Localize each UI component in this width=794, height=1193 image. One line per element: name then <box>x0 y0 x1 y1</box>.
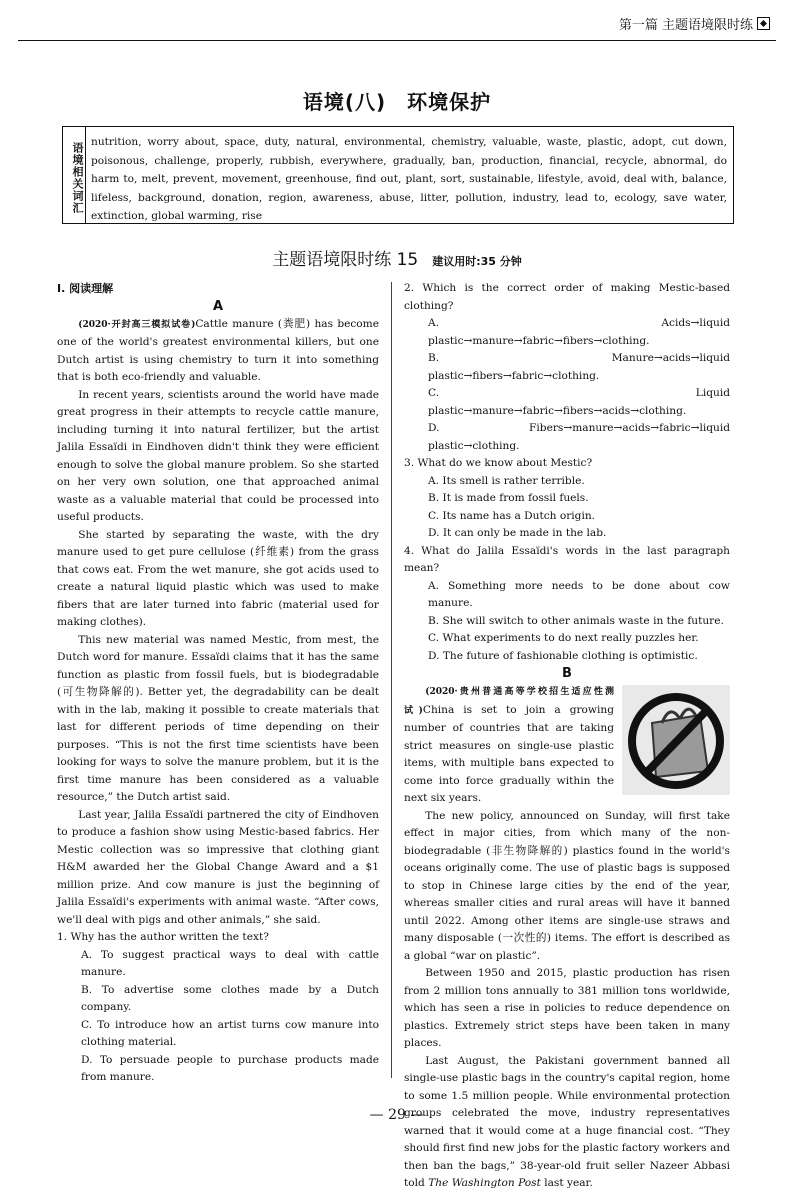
passage-a-paragraph-2: In recent years, scientists around the world have made great progress in their attempts to recycle cattle manure, including turning it into natural fertilizer, but the artist Jalila Essaïdi in Eindhoven didn't think they were efficient enough to solve the global manure problem. So she started on her very own solution, one that approached animal waste as a valuable material that could be processed into useful products. <box>57 388 379 523</box>
header-label <box>619 14 770 33</box>
question-3-option-c: C. Its name has a Dutch origin. <box>428 509 596 522</box>
question-2-option-b: B. Manure→acids→liquid plastic→fibers→fabric→clothing. <box>428 352 730 382</box>
part-heading: Ⅰ. 阅读理解 <box>57 282 114 295</box>
question-1-option-a: A. To suggest practical ways to deal with cattle manure. <box>81 948 379 978</box>
section-heading: 主题语境限时练 15 <box>272 250 419 270</box>
question-4-option-b: B. She will switch to other animals waste in the future. <box>428 614 724 627</box>
right-column <box>404 280 730 1193</box>
question-1-option-b: B. To advertise some clothes made by a Dutch company. <box>81 983 379 1013</box>
question-2-option-d: D. Fibers→manure→acids→fabric→liquid plastic→clothing. <box>428 422 730 452</box>
header-rule <box>18 40 776 41</box>
passage-a-paragraph-3: She started by separating the waste, with the dry manure used to get pure cellulose (纤维素) from the grass that cows eat. From the wet manure, she got acids used to create a natural liquid plastic which was used to make fibers that are later turned into fabric (material used for making clothes). <box>57 528 379 628</box>
passage-b-source: (2020·贵州普通高等学校招生适应性测试) <box>404 687 614 716</box>
page-number: — 29 — <box>369 1107 425 1123</box>
passage-b-paragraph-2: The new policy, announced on Sunday, will first take effect in major cities, from which many of the non-biodegradable (非生物降解的) plastics found in the world's oceans originally come. The use of plastic bags is supposed to stop in Chinese large cities by the end of the year, whereas smaller cities and rural areas will have it banned until 2022. Among other items are single-use straws and many disposable (一次性的) items. The effort is described as a global “war on plastic”. <box>404 809 730 962</box>
question-2-option-a: A. Acids→liquid plastic→manure→fabric→fibers→clothing. <box>428 317 730 347</box>
header-text: 第一篇 主题语境限时练 <box>618 18 753 33</box>
passage-b-paragraph-3: Between 1950 and 2015, plastic production has risen from 2 million tons annually to 381 million tons worldwide, which has seen a rise in policies to reduce dependence on plastics. Extremely strict steps have been taken in many places. <box>404 967 730 1049</box>
no-plastic-bag-icon <box>622 685 730 795</box>
passage-b-heading: B <box>562 666 572 681</box>
question-2: 2. Which is the correct order of making Mestic-based clothing? <box>404 282 730 312</box>
question-4: 4. What do Jalila Essaïdi's words in the last paragraph mean? <box>404 544 730 574</box>
passage-a-source: (2020·开封高三模拟试卷) <box>78 319 196 330</box>
left-column <box>57 280 379 1087</box>
square-icon <box>757 17 770 30</box>
vocab-label: 语境相关词汇 <box>63 127 86 223</box>
question-3: 3. What do we know about Mestic? <box>404 457 593 469</box>
question-3-option-d: D. It can only be made in the lab. <box>428 527 607 539</box>
passage-b-paragraph-4: Last August, the Pakistani government banned all single-use plastic bags in the country's capital region, home to some 1.5 million people. While environmental protection groups celebrated the move, industry representatives warned that it would come at a huge financial cost. “They should first find new jobs for the plastic factory workers and then ban the bags,” 38-year-old fruit seller Nazeer Abbasi told The Washington Post last year. <box>404 1054 730 1189</box>
passage-a-paragraph-4: This new material was named Mestic, from mest, the Dutch word for manure. Essaïdi claims that it has the same function as plastic from fossil fuels, but is biodegradable (可生物降解的). Better yet, the degradability can be dealt with in the lab, making it possible to create materials that last for different periods of time depending on their purposes. “This is not the first time scientists have been looking for ways to solve the manure problem, but it is the first time manure has been considered as a valuable resource,” the Dutch artist said. <box>57 633 379 803</box>
question-1-option-c: C. To introduce how an artist turns cow manure into clothing material. <box>81 1018 379 1048</box>
time-suggestion: 建议用时:35 分钟 <box>432 255 522 268</box>
section-title <box>0 245 794 270</box>
newspaper-name: The Washington Post <box>428 1177 541 1189</box>
question-3-option-b: B. It is made from fossil fuels. <box>428 492 589 504</box>
passage-b-paragraph-1: (2020·贵州普通高等学校招生适应性测试)China is set to join a growing number of countries that are taking strict measures on single-use plastic items, with multiple bans expected to come into force gradually within the next six years. <box>404 687 614 804</box>
question-3-option-a: A. Its smell is rather terrible. <box>428 474 585 487</box>
question-4-option-a: A. Something more needs to be done about cow manure. <box>428 579 730 609</box>
vocab-box <box>62 126 734 224</box>
question-1: 1. Why has the author written the text? <box>57 931 269 943</box>
page-title: 语境(八) 环境保护 <box>302 90 492 114</box>
question-4-option-c: C. What experiments to do next really puzzles her. <box>428 632 699 644</box>
vocab-text: nutrition, worry about, space, duty, natural, environmental, chemistry, valuable, waste, plastic, adopt, cut down, poisonous, challenge, properly, rubbish, everywhere, gradually, ban, production, financial, recycle, abnormal, do harm to, melt, prevent, movement, greenhouse, find out, plant, sort, sustainable, lifestyle, avoid, deal with, balance, lifeless, background, donation, region, awareness, abuse, litter, pollution, industry, lead to, ecology, save water, extinction, global warming, rise <box>91 136 727 223</box>
passage-a-paragraph-1: (2020·开封高三模拟试卷)Cattle manure (粪肥) has become one of the world's greatest environmental killers, but one Dutch artist is using chemistry to turn it into something that is both eco-friendly and valuable. <box>57 317 379 383</box>
page-header <box>0 0 794 44</box>
question-1-option-d: D. To persuade people to purchase products made from manure. <box>81 1053 379 1083</box>
question-2-option-c: C. Liquid plastic→manure→fabric→fibers→acids→clothing. <box>428 387 730 417</box>
question-4-option-d: D. The future of fashionable clothing is optimistic. <box>428 649 698 662</box>
passage-a-heading: A <box>212 298 224 314</box>
column-divider <box>391 282 392 1078</box>
passage-a-paragraph-5: Last year, Jalila Essaïdi partnered the city of Eindhoven to produce a fashion show using Mestic-based fabrics. Her Mestic collection was so impressive that clothing giant H&M awarded her the Global Change Award and a $1 million prize. And cow manure is just the beginning of Jalila Essaïdi's experiments with animal waste. “After cows, we'll deal with pigs and other animals,” she said. <box>57 808 379 926</box>
